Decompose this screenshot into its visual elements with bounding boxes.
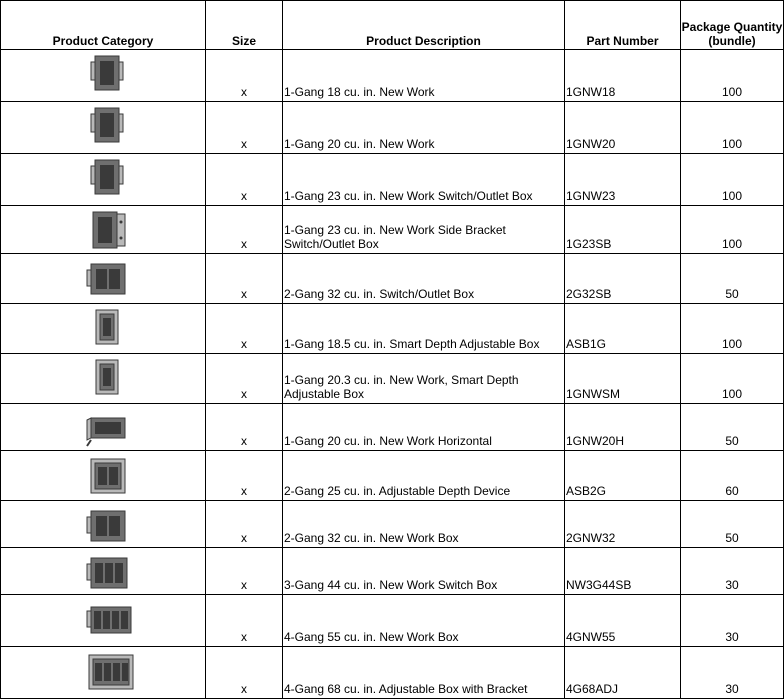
package-quantity-cell: 50 [681, 501, 784, 548]
single-gang-box-icon [1, 104, 205, 148]
single-gang-box-icon [1, 52, 205, 96]
size-cell: x [206, 304, 283, 354]
product-category-cell [1, 154, 206, 206]
product-description-cell: 4-Gang 68 cu. in. Adjustable Box with Bracket [283, 647, 565, 699]
part-number-cell: 1GNW20 [565, 102, 681, 154]
size-cell: x [206, 354, 283, 404]
header-product-category: Product Category [1, 1, 206, 50]
header-row [1, 1, 784, 50]
package-quantity-cell: 30 [681, 548, 784, 595]
product-category-cell [1, 548, 206, 595]
table-row [1, 206, 784, 254]
table-row [1, 501, 784, 548]
part-number-cell: ASB2G [565, 451, 681, 501]
package-quantity-cell: 100 [681, 154, 784, 206]
product-category-cell [1, 451, 206, 501]
package-quantity-cell: 50 [681, 254, 784, 304]
product-category-cell [1, 354, 206, 404]
table-row [1, 404, 784, 451]
size-cell: x [206, 647, 283, 699]
part-number-cell: 2G32SB [565, 254, 681, 304]
two-gang-box-icon [1, 256, 205, 300]
package-quantity-cell: 100 [681, 206, 784, 254]
product-description-cell: 1-Gang 18.5 cu. in. Smart Depth Adjustable Box [283, 304, 565, 354]
package-quantity-cell: 100 [681, 50, 784, 102]
part-number-cell: 2GNW32 [565, 501, 681, 548]
product-description-cell: 1-Gang 18 cu. in. New Work [283, 50, 565, 102]
side-bracket-box-icon [1, 208, 205, 252]
part-number-cell: 1GNW18 [565, 50, 681, 102]
size-cell: x [206, 254, 283, 304]
single-gang-box-icon [1, 156, 205, 200]
header-size: Size [206, 1, 283, 50]
package-quantity-cell: 100 [681, 354, 784, 404]
product-description-cell: 1-Gang 20 cu. in. New Work [283, 102, 565, 154]
size-cell: x [206, 404, 283, 451]
four-gang-box-icon [1, 597, 205, 641]
size-cell: x [206, 154, 283, 206]
size-cell: x [206, 451, 283, 501]
size-cell: x [206, 548, 283, 595]
table-row [1, 647, 784, 699]
table-row [1, 50, 784, 102]
part-number-cell: 4G68ADJ [565, 647, 681, 699]
table-row [1, 304, 784, 354]
product-description-cell: 3-Gang 44 cu. in. New Work Switch Box [283, 548, 565, 595]
product-description-cell: 1-Gang 20 cu. in. New Work Horizontal [283, 404, 565, 451]
header-product-description: Product Description [283, 1, 565, 50]
product-description-cell: 2-Gang 32 cu. in. Switch/Outlet Box [283, 254, 565, 304]
size-cell: x [206, 501, 283, 548]
table-row [1, 154, 784, 206]
smart-depth-box-icon [1, 356, 205, 400]
table-row [1, 595, 784, 647]
package-quantity-cell: 30 [681, 647, 784, 699]
size-cell: x [206, 206, 283, 254]
package-quantity-cell: 100 [681, 102, 784, 154]
table-row [1, 254, 784, 304]
product-category-cell [1, 404, 206, 451]
product-category-cell [1, 254, 206, 304]
package-quantity-cell: 30 [681, 595, 784, 647]
product-description-cell: 2-Gang 25 cu. in. Adjustable Depth Device [283, 451, 565, 501]
horizontal-box-icon [1, 406, 205, 450]
size-cell: x [206, 102, 283, 154]
part-number-cell: 1GNW20H [565, 404, 681, 451]
product-description-cell: 1-Gang 20.3 cu. in. New Work, Smart Depth Adjustable Box [283, 354, 565, 404]
product-category-cell [1, 501, 206, 548]
table-row [1, 354, 784, 404]
product-category-cell [1, 595, 206, 647]
part-number-cell: 1GNWSM [565, 354, 681, 404]
package-quantity-cell: 60 [681, 451, 784, 501]
package-quantity-cell: 50 [681, 404, 784, 451]
three-gang-box-icon [1, 550, 205, 594]
part-number-cell: NW3G44SB [565, 548, 681, 595]
smart-depth-box-icon [1, 306, 205, 350]
size-cell: x [206, 50, 283, 102]
product-category-cell [1, 102, 206, 154]
package-quantity-cell: 100 [681, 304, 784, 354]
table-row [1, 451, 784, 501]
two-gang-adjustable-box-icon [1, 453, 205, 497]
header-package-quantity: Package Quantity (bundle) [681, 1, 784, 50]
part-number-cell: 4GNW55 [565, 595, 681, 647]
table-row [1, 548, 784, 595]
two-gang-box-icon [1, 503, 205, 547]
part-number-cell: 1GNW23 [565, 154, 681, 206]
product-category-cell [1, 206, 206, 254]
product-description-cell: 1-Gang 23 cu. in. New Work Switch/Outlet Box [283, 154, 565, 206]
product-description-cell: 1-Gang 23 cu. in. New Work Side Bracket Switch/Outlet Box [283, 206, 565, 254]
header-part-number: Part Number [565, 1, 681, 50]
four-gang-adjustable-box-icon [1, 649, 205, 693]
product-category-cell [1, 304, 206, 354]
product-category-cell [1, 647, 206, 699]
table-row [1, 102, 784, 154]
size-cell: x [206, 595, 283, 647]
product-description-cell: 4-Gang 55 cu. in. New Work Box [283, 595, 565, 647]
product-category-cell [1, 50, 206, 102]
product-description-cell: 2-Gang 32 cu. in. New Work Box [283, 501, 565, 548]
part-number-cell: 1G23SB [565, 206, 681, 254]
part-number-cell: ASB1G [565, 304, 681, 354]
